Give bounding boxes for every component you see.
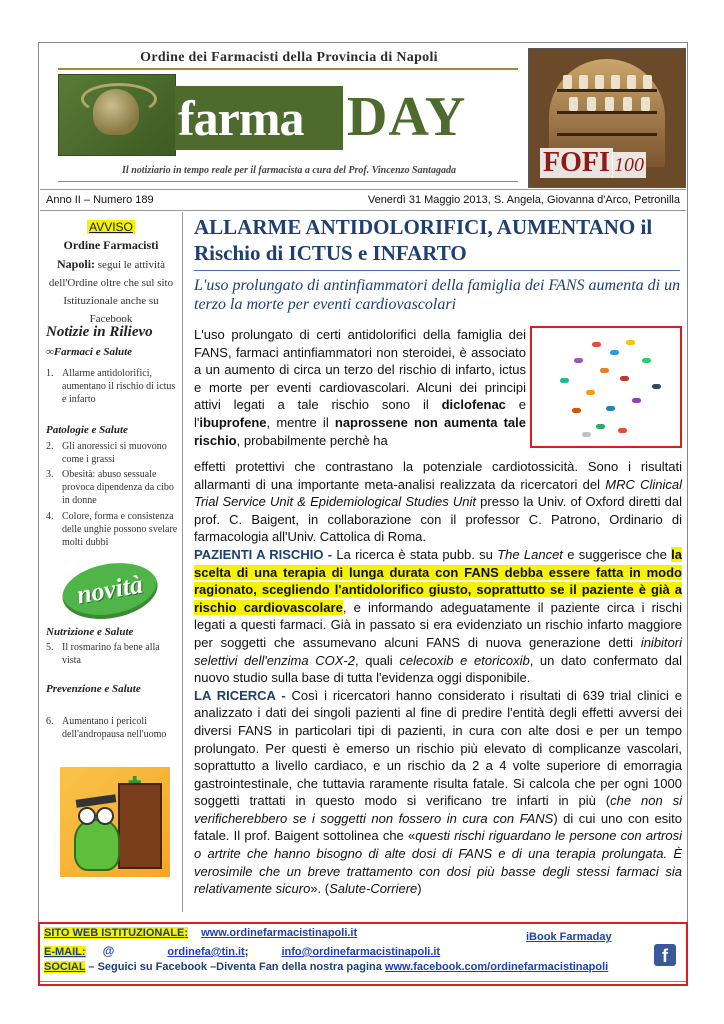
pill-icon <box>600 368 609 373</box>
italic-text: inibitori selettivi dell'enzima COX-2 <box>194 634 682 668</box>
mortar-logo <box>58 74 176 156</box>
category-nutrizione: Nutrizione e Salute <box>46 626 134 638</box>
photo-jar <box>641 97 650 111</box>
photo-jar <box>643 75 652 89</box>
fofi-100-logo: 100 <box>614 154 644 176</box>
pill-icon <box>582 432 591 437</box>
email-icon: @ <box>102 944 115 958</box>
news-item[interactable] <box>46 367 178 406</box>
text-run: La ricerca è stata pubb. su <box>332 546 498 562</box>
news-item-number: 5. <box>46 642 54 653</box>
photo-jar <box>595 75 604 89</box>
text-run: ) di cui uno con esito fatale. Il prof. Baigent sottolinea che « <box>194 810 683 844</box>
email-link-2[interactable]: info@ordinefarmacistinapoli.it <box>281 946 441 958</box>
news-item-text[interactable]: Gli anoressici si muovono come i grassi <box>62 441 167 465</box>
ordine-city: Napoli: <box>57 257 96 271</box>
text-run: ». ( <box>310 881 330 897</box>
highlighted-text: la scelta di una terapia di lunga durata con FANS debba essere fatta in modo ragionato, scegliendo l'antidolorifico giusto, soprattutto se il paziente è già a rischio cardiovascolare <box>194 546 682 615</box>
text-run: e l' <box>194 397 527 430</box>
article-title: ALLARME ANTIDOLORIFICI, AUMENTANO il Rischio di ICTUS e INFARTO <box>194 215 653 265</box>
pill-icon <box>642 358 651 363</box>
article-paragraph-1 <box>194 326 526 449</box>
title-rule <box>194 270 680 271</box>
ordine-text: segui le attività dell'Ordine oltre che sul sito Istituzionale anche su Facebook <box>48 259 174 325</box>
pill-icon <box>574 358 583 363</box>
frog-eye <box>78 807 96 825</box>
site-link[interactable]: www.ordinefarmacistinapoli.it <box>201 927 358 939</box>
footer-contacts <box>38 922 688 986</box>
sidebar <box>40 212 183 912</box>
masthead-rule-bottom <box>58 181 518 182</box>
photo-shelf <box>557 89 657 92</box>
news-item-number: 2. <box>46 441 54 452</box>
section-heading-pazienti: PAZIENTI A RISCHIO - <box>194 546 333 562</box>
pill-icon <box>652 384 661 389</box>
section-heading-ricerca: LA RICERCA - <box>194 687 286 703</box>
ibook-link[interactable]: iBook Farmaday <box>526 931 612 943</box>
news-item-text[interactable]: Aumentano i pericoli dell'andropausa nell'uomo <box>62 716 167 740</box>
news-item[interactable] <box>46 440 178 466</box>
site-label-colon: : <box>184 927 189 939</box>
text-run: ) <box>417 881 422 897</box>
issue-line <box>40 189 686 211</box>
issue-number: Anno II – Numero 189 <box>46 194 154 206</box>
tagline: Il notiziario in tempo reale per il farmacista a cura del Prof. Vincenzo Santagada <box>122 165 456 176</box>
news-item-text[interactable]: Il rosmarino fa bene alla vista <box>62 642 160 666</box>
email-label-colon: : <box>81 946 86 958</box>
category-prevenzione: Prevenzione e Salute <box>46 683 141 695</box>
article-body <box>194 458 682 898</box>
cartoon-door <box>118 783 162 869</box>
source-name: Salute-Corriere <box>329 881 418 897</box>
quote-text: questi rischi riguardano le persone con artrosi o artrite che hanno bisogno di alte dosi di FANS e di una terapia prolungata. È verosimile che un breve trattamento con dosi più basse degli stessi farmaci sia relativamente sicuro <box>194 828 682 897</box>
italic-text: che non si verificherebbero se i soggetti non fossero in cura con FANS <box>194 793 683 826</box>
photo-jar <box>623 97 632 111</box>
photo-shelf <box>557 133 657 136</box>
pill-icon <box>592 342 601 347</box>
novita-badge <box>58 556 162 626</box>
category-farmaci: ∞Farmaci e Salute <box>46 346 133 358</box>
text-run: Così i ricercatori hanno considerato i risultati di 639 trial clinici e analizzato i dati dei singoli pazienti al fine di predire l'entità degli effetti avversi dei diversi FANS in particolari tipi di pazienti, in cura con alte dosi e per un tempo prolungato. Per questi è emerso un rischio più elevato di complicanze vascolari, soprattutto a livello cardiaco, e un rischio da 2 a 4 volte superiore di emorragia gastrointestinale, che tuttavia raramente risulta fatale. Si calcola che per ogni 1000 soggetti trattati in questo modo si verificano tre infarti in più ( <box>194 687 683 809</box>
email-link-1[interactable]: ordinefa@tin.it <box>167 946 245 958</box>
cartoon-frog <box>74 819 120 871</box>
text-run: , probabilmente perchè ha <box>236 432 388 448</box>
graduation-cap-icon <box>76 794 117 807</box>
photo-jar <box>579 75 588 89</box>
avviso-label[interactable]: AVVISO <box>89 220 133 234</box>
brand-day: DAY <box>343 84 515 150</box>
avviso-banner <box>40 218 182 236</box>
cartoon-frog-image <box>60 767 170 877</box>
drug-name: diclofenac <box>441 397 506 413</box>
social-label: SOCIAL <box>44 961 86 973</box>
photo-jar <box>569 97 578 111</box>
pill-icon <box>620 376 629 381</box>
org-title: Ordine dei Farmacisti della Provincia di Napoli <box>140 50 438 65</box>
footer-row-social <box>44 961 608 973</box>
institution-name: MRC Clinical Trial Service Unit & Epidemiological Studies Unit <box>194 476 683 510</box>
news-item-text[interactable]: Allarme antidolorifici, aumentano il rischio di ictus e infarto <box>62 368 176 405</box>
facebook-icon[interactable]: f <box>654 944 676 966</box>
site-label: SITO WEB ISTITUZIONALE <box>44 927 185 939</box>
news-item[interactable] <box>46 468 178 507</box>
photo-shelf <box>557 111 657 114</box>
masthead-rule <box>58 68 518 70</box>
news-item[interactable] <box>46 510 178 549</box>
email-separator: ; <box>244 946 249 958</box>
pill-icon <box>572 408 581 413</box>
pills-image <box>530 326 682 448</box>
text-run: effetti protettivi che contrastano la potenziale cardiotossicità. Sono i risultati allarmanti di una importante meta-analisi realizzata da ricercatori del <box>194 459 682 492</box>
novita-label: novità <box>74 569 145 610</box>
photo-jar <box>627 75 636 89</box>
news-item-number: 6. <box>46 716 54 727</box>
pill-icon <box>618 428 627 433</box>
ordine-title: Ordine Farmacisti <box>63 238 159 252</box>
news-item-text[interactable]: Colore, forma e consistenza delle unghie possono svelare molti dubbi <box>62 511 178 548</box>
italic-text: celecoxib e etoricoxib <box>399 652 530 668</box>
news-item-number: 1. <box>46 368 54 379</box>
frog-eye <box>96 807 114 825</box>
pill-icon <box>560 378 569 383</box>
fofi-logo: FOFI <box>540 148 613 178</box>
journal-name: The Lancet <box>497 546 563 562</box>
pill-icon <box>596 424 605 429</box>
photo-jar <box>611 75 620 89</box>
article-subtitle: L'uso prolungato di antinfiammatori della famiglia dei FANS aumenta di un terzo la morte per eventi cardiovascolari <box>194 277 681 313</box>
news-item[interactable] <box>46 641 178 667</box>
pill-icon <box>586 390 595 395</box>
text-run: , e informando adeguatamente il paziente circa i rischi legati a questi farmaci. Già in passato si era evidenziato un rischio infarto maggiore per soggetti che assumevano alcuni FANS di nuova generazione detti <box>194 599 682 650</box>
news-item[interactable] <box>46 715 178 741</box>
photo-jar <box>605 97 614 111</box>
text-run: presso la Univ. of Oxford diretti dal prof. C. Baigent, in collaborazione con il professor C. Patrono, Ordinario di farmacologia all'Univ. Cattolica di Roma. <box>194 494 682 545</box>
text-run: , un dato confermato dal nuovo studio sulla base di tutta l'evidenza oggi disponibile. <box>194 652 682 686</box>
text-run: , mentre il <box>266 414 335 430</box>
category-patologie: Patologie e Salute <box>46 424 128 436</box>
notizie-heading: Notizie in Rilievo <box>46 324 153 340</box>
drug-name: naprossene non aumenta tale rischio <box>194 414 526 448</box>
text-run: L'uso prolungato di certi antidolorifici della famiglia dei FANS, farmaci antinfiammatori non steroidei, è associato a un aumento di circa un terzo del rischio di infarto, ictus e morte per eventi cardiovascolari. Alcuni dei principi attivi legati a tale rischio sono il <box>194 327 526 413</box>
drug-name: ibuprofene <box>199 414 267 430</box>
mortar-icon <box>93 89 139 135</box>
facebook-link[interactable]: www.facebook.com/ordinefarmacistinapoli <box>384 961 609 973</box>
pill-icon <box>632 398 641 403</box>
ordine-notice <box>44 236 178 328</box>
email-label: E-MAIL <box>44 946 82 958</box>
footer-row-site <box>44 927 357 939</box>
footer-row-email <box>44 944 440 958</box>
issue-date: Venerdì 31 Maggio 2013, S. Angela, Giovanna d'Arco, Petronilla <box>367 194 680 206</box>
photo-jar <box>587 97 596 111</box>
news-item-number: 4. <box>46 511 54 522</box>
news-item-number: 3. <box>46 469 54 480</box>
pill-icon <box>626 340 635 345</box>
pill-icon <box>610 350 619 355</box>
photo-jar <box>563 75 572 89</box>
news-item-text[interactable]: Obesità: abuso sessuale provoca dipendenza da cibo in donne <box>62 469 174 506</box>
social-text: – Seguici su Facebook –Diventa Fan della nostra pagina <box>85 961 385 973</box>
brand-farma: farma <box>178 90 304 146</box>
text-run: e suggerisce che <box>562 546 672 562</box>
text-run: , quali <box>354 652 400 668</box>
pill-icon <box>606 406 615 411</box>
